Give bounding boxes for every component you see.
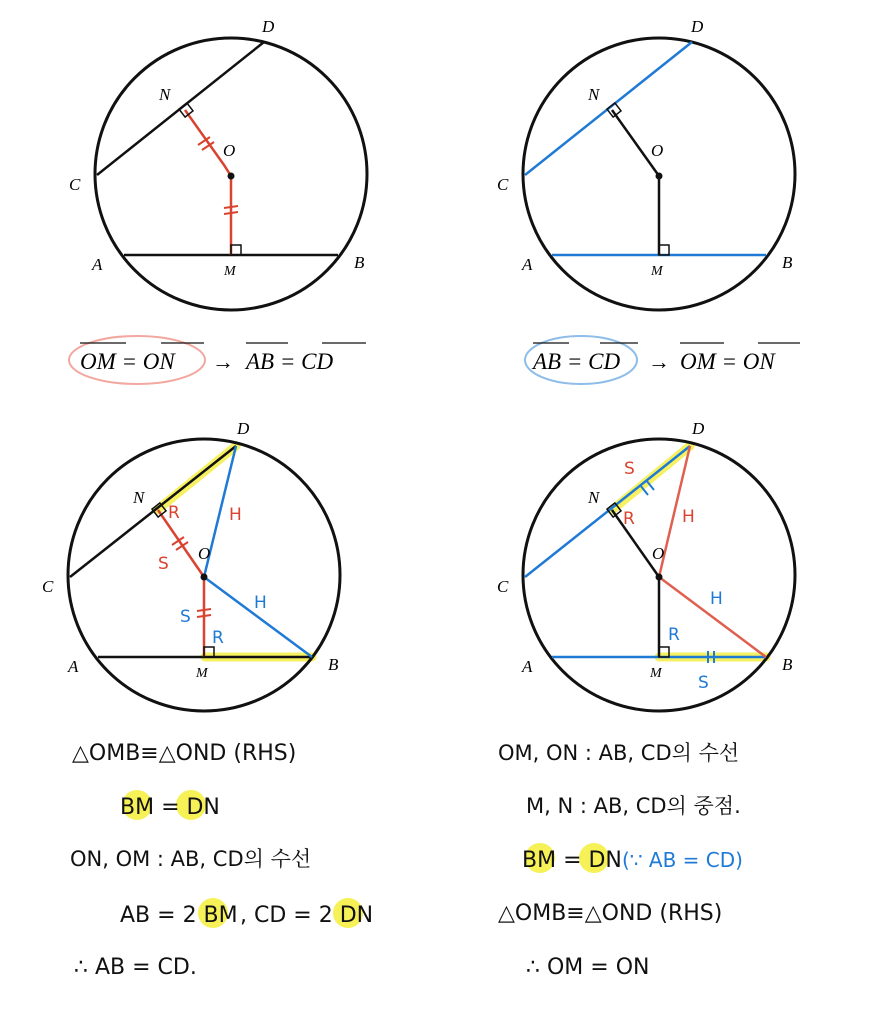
label-b: B (782, 253, 793, 272)
label-m: M (651, 264, 663, 279)
label-n: N (133, 488, 145, 507)
note-line-3b: (∵ AB = CD) (622, 848, 743, 872)
note-line-4b: , CD = 2 DN (240, 903, 374, 928)
label-a: A (68, 657, 79, 676)
label-a: A (522, 657, 533, 676)
caption-left (69, 336, 366, 384)
note-line-1: OM, ON : AB, CD의 수선 (498, 741, 740, 765)
label-b: B (354, 253, 365, 272)
label-d: D (237, 419, 250, 438)
note-line-5: ∴ OM = ON (526, 955, 650, 980)
center-point (201, 574, 208, 581)
center-point (656, 173, 663, 180)
label-m: M (650, 666, 662, 681)
label-d: D (262, 17, 275, 36)
label-h-blue: H (254, 593, 267, 613)
label-c: C (42, 577, 54, 596)
label-a: A (92, 255, 103, 274)
arrow: → (212, 349, 234, 374)
label-d: D (691, 17, 704, 36)
label-s-red: S (158, 554, 169, 574)
label-h-red: H (682, 507, 695, 527)
label-n: N (159, 85, 171, 104)
label-d: D (692, 419, 705, 438)
note-line-5: ∴ AB = CD. (74, 955, 197, 980)
label-s-red: S (624, 459, 635, 479)
note-line-1: △OMB≡△OND (RHS) (72, 741, 297, 766)
label-n: N (588, 488, 600, 507)
diagram-top-right (497, 17, 795, 310)
note-line-4a: AB = 2 BM (120, 903, 238, 928)
note-line-2: M, N : AB, CD의 중점. (526, 794, 741, 818)
arrow: → (648, 349, 670, 374)
note-line-2: BM = DN (120, 795, 220, 820)
right-angle-mark-m (231, 245, 241, 255)
note-line-3: ON, OM : AB, CD의 수선 (70, 847, 312, 871)
label-o: O (223, 141, 236, 160)
label-r-blue: R (668, 625, 680, 645)
caption-right (525, 336, 800, 384)
label-h-blue: H (710, 589, 723, 609)
notes-left (70, 741, 373, 980)
label-b: B (328, 655, 339, 674)
right-angle-mark-m (659, 245, 669, 255)
label-r-red: R (168, 503, 180, 523)
caption-right-rhs: OM = ON (680, 349, 775, 374)
center-point (656, 574, 663, 581)
label-r-blue: R (212, 628, 224, 648)
label-o: O (198, 544, 211, 563)
label-s-blue: S (698, 673, 709, 693)
chord-cd (525, 446, 690, 577)
diagram-bottom-right (497, 419, 795, 711)
diagram-bottom-left (42, 419, 340, 711)
label-o: O (651, 141, 664, 160)
label-m: M (224, 264, 236, 279)
label-a: A (522, 255, 533, 274)
label-n: N (588, 85, 600, 104)
label-h-red: H (229, 505, 242, 525)
caption-left-rhs: AB = CD (246, 349, 334, 374)
diagram-top-left (69, 17, 367, 310)
label-m: M (196, 666, 208, 681)
label-o: O (652, 544, 665, 563)
label-c: C (497, 577, 509, 596)
caption-left-lhs: OM = ON (80, 349, 175, 374)
center-point (228, 173, 235, 180)
notes-right (498, 741, 743, 980)
note-line-3a: BM = DN (522, 848, 622, 873)
label-c: C (497, 175, 509, 194)
label-c: C (69, 175, 81, 194)
label-r-red: R (623, 509, 635, 529)
label-b: B (782, 655, 793, 674)
label-s-blue: S (180, 607, 191, 627)
caption-right-lhs: AB = CD (533, 349, 621, 374)
note-line-4: △OMB≡△OND (RHS) (498, 901, 723, 926)
